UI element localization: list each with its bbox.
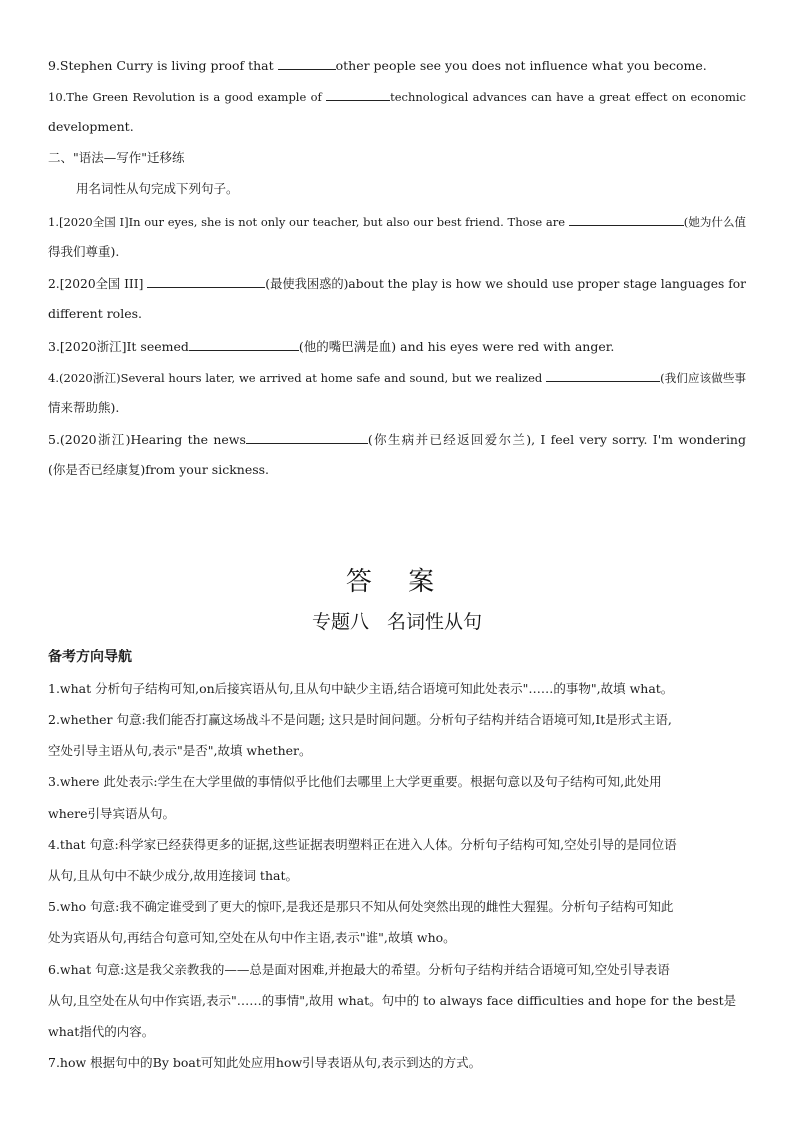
answer-blank[interactable]: [246, 431, 368, 444]
answer-blank[interactable]: [278, 57, 336, 70]
writing-item-5: [48, 431, 746, 448]
answer-blank[interactable]: [189, 338, 299, 351]
answer-blank[interactable]: [326, 88, 390, 101]
item-4-hint: (我们应该做些事: [660, 371, 746, 385]
item-4-text: 4.(2020浙江)Several hours later, we arrived at home safe and sound, but we realized: [48, 371, 547, 385]
answer-line: 5.who 句意:我不确定谁受到了更大的惊吓,是我还是那只不知从何处突然出现的雌性大猩猩。分析句子结构可知此: [48, 899, 674, 914]
writing-item-1-continued: 得我们尊重).: [48, 244, 120, 259]
answer-line: 6.what 句意:这是我父亲教我的——总是面对困难,并抱最大的希望。分析句子结构并结合语境可知,空处引导表语: [48, 962, 670, 977]
section-title: 二、"语法—写作"迁移练: [48, 150, 185, 165]
answer-line: 7.how 根据句中的By boat可知此处应用how引导表语从句,表示到达的方式。: [48, 1055, 482, 1070]
answer-line: 4.that 句意:科学家已经获得更多的证据,这些证据表明塑料正在进入人体。分析句子结构可知,空处引导的是同位语: [48, 837, 677, 852]
answer-line: 从句,且空处在从句中作宾语,表示"……的事情",故用 what。句中的 to always face difficulties and hope for the best是: [48, 993, 737, 1008]
exercise-10-text: 10.The Green Revolution is a good example of: [48, 90, 327, 104]
answers-section-title: 备考方向导航: [48, 649, 132, 665]
exercise-9-text: 9.Stephen Curry is living proof that: [48, 58, 278, 73]
writing-item-4-continued: 情来帮助熊).: [48, 400, 120, 415]
item-1-hint: (她为什么值: [683, 215, 746, 229]
writing-item-3: [48, 338, 746, 355]
answer-line: 空处引导主语从句,表示"是否",故填 whether。: [48, 743, 312, 758]
writing-item-5-continued: (你是否已经康复)from your sickness.: [48, 462, 270, 477]
instruction: 用名词性从句完成下列句子。: [76, 181, 239, 196]
answers-subtitle: 专题八 名词性从句: [311, 611, 483, 633]
answer-line: 2.whether 句意:我们能否打赢这场战斗不是问题; 这只是时间问题。分析句子结构并结合语境可知,It是形式主语,: [48, 712, 672, 727]
answer-blank[interactable]: [147, 275, 265, 288]
answer-line: where引导宾语从句。: [48, 806, 176, 821]
answer-blank[interactable]: [546, 369, 660, 382]
item-3-hint: (他的嘴巴满是血) and his eyes were red with anger.: [298, 339, 615, 354]
item-5-hint: (你生病并已经返回爱尔兰), I feel very sorry. I'm wondering: [367, 432, 746, 447]
answer-line: what指代的内容。: [48, 1024, 155, 1039]
exercise-10: [48, 88, 746, 105]
answers-title: 答 案: [345, 567, 449, 597]
writing-item-4: [48, 369, 746, 386]
exercise-10-continued: development.: [48, 119, 134, 134]
answer-line: 3.where 此处表示:学生在大学里做的事情似乎比他们去哪里上大学更重要。根据句意以及句子结构可知,此处用: [48, 774, 662, 789]
item-5-text: 5.(2020浙江)Hearing the news: [48, 432, 246, 447]
item-2-hint: (最使我困惑的)about the play is how we should use proper stage languages for: [265, 277, 746, 291]
writing-item-2: [48, 275, 746, 292]
answer-blank[interactable]: [569, 213, 684, 226]
answer-line: 处为宾语从句,再结合句意可知,空处在从句中作主语,表示"谁",故填 who。: [48, 930, 456, 945]
item-2-text: 2.[2020全国 III]: [48, 277, 148, 291]
answer-line: 1.what 分析句子结构可知,on后接宾语从句,且从句中缺少主语,结合语境可知此处表示"……的事物",故填 what。: [48, 681, 674, 696]
item-3-text: 3.[2020浙江]It seemed: [48, 339, 189, 354]
item-1-text: 1.[2020全国 I]In our eyes, she is not only our teacher, but also our best friend. Those are: [48, 215, 569, 229]
writing-item-2-continued: different roles.: [48, 306, 142, 321]
writing-item-1: [48, 213, 746, 230]
answer-line: 从句,且从句中不缺少成分,故用连接词 that。: [48, 868, 298, 883]
exercise-10-text-end: technological advances can have a great effect on economic: [390, 90, 746, 104]
exercise-9-text-end: other people see you does not influence what you become.: [335, 58, 707, 73]
exercise-9: [48, 57, 746, 74]
